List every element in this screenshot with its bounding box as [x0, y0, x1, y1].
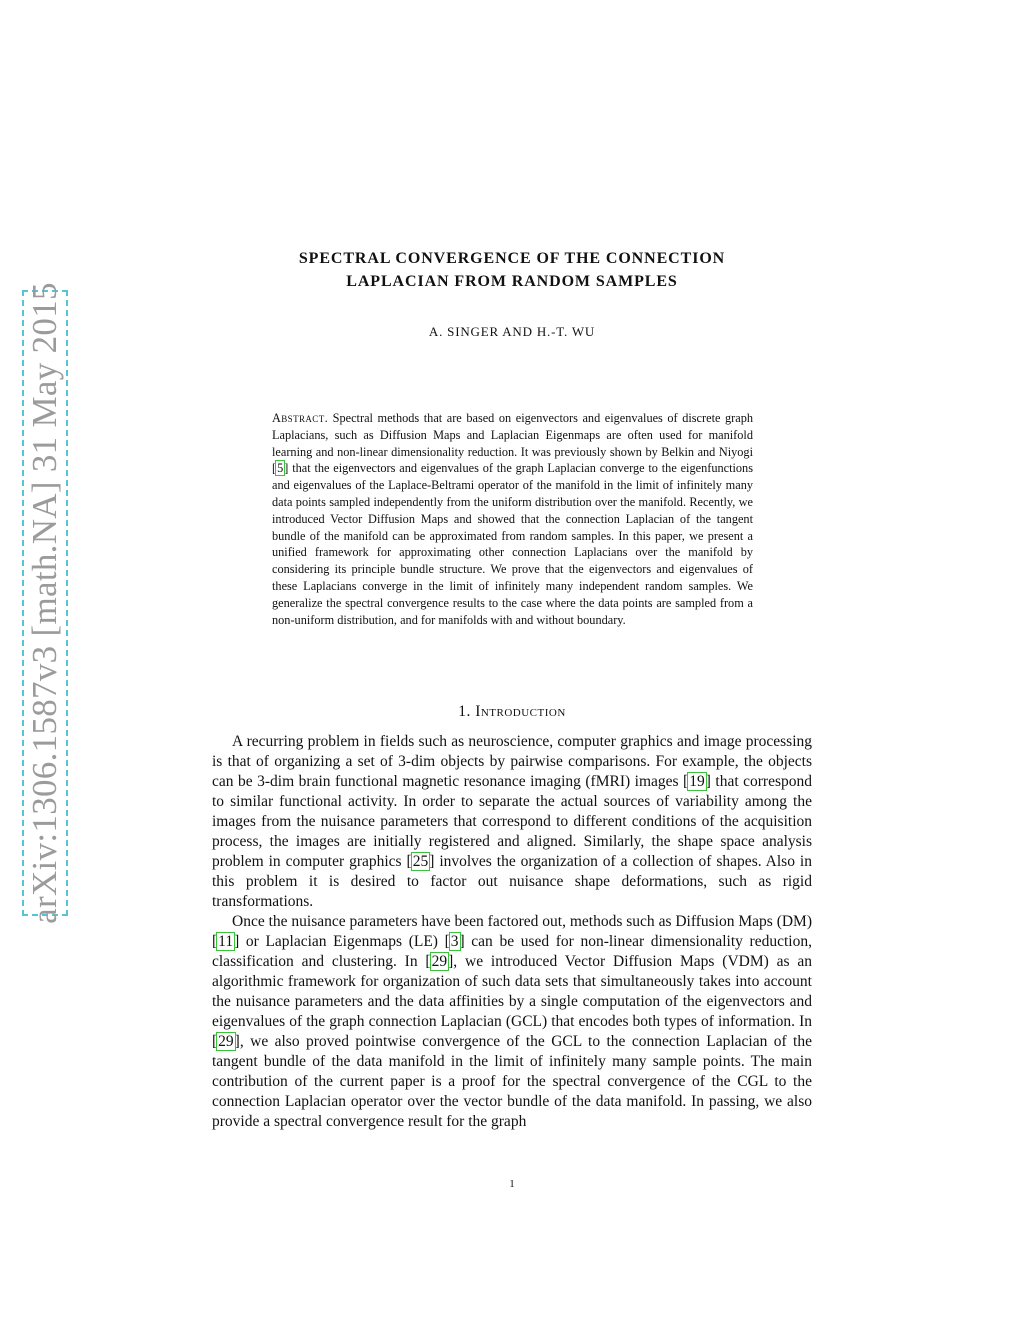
citation-link[interactable]: 5	[277, 461, 284, 476]
page-number: 1	[509, 1178, 515, 1190]
paragraph-2-text-d: , we introduced Vector Diffusion Maps (VDM) as an algorithmic framework for organization of such data sets that simultaneously takes into account the nuisance parameters and the data affinities by a single computation of the eigenvectors and eigenvalues of the graph connection Laplacian (GCL) that encodes both types of information. In	[212, 953, 813, 1030]
citation-link[interactable]: 3	[450, 933, 459, 950]
citation-link[interactable]: 19	[689, 773, 705, 790]
paragraph-2-text-c: can be used for non-linear dimensionality reduction, classification and clustering. In	[212, 933, 812, 970]
paragraph-2-text-e: , we also proved pointwise convergence of the GCL to the connection Laplacian of the tangent bundle of the data manifold in the limit of infinitely many sample points. The main contribution of the current paper is a proof for the spectral convergence of the CGL to the connection Laplacian operator over the vector bundle of the data manifold. In passing, we also provide a spectral convergence result for the graph	[212, 1033, 812, 1130]
paragraph-1-text-c: involves the organization of a collection of shapes. Also in this problem it is desired to factor out nuisance shape deformations, such as rigid transformations.	[212, 853, 812, 910]
title-line-2: LAPLACIAN FROM RANDOM SAMPLES	[346, 273, 678, 290]
body-text	[212, 732, 812, 1132]
title-line-1: SPECTRAL CONVERGENCE OF THE CONNECTION	[298, 250, 726, 267]
paper-title	[212, 247, 812, 293]
citation-link[interactable]: 29	[431, 953, 448, 970]
arxiv-identifier-text: arXiv:1306.1587v3 [math.NA] 31 May 2015	[25, 282, 64, 924]
authors: A. SINGER AND H.-T. WU	[428, 324, 596, 339]
citation-link[interactable]: 25	[412, 853, 429, 870]
paragraph-2-text-b: or Laplacian Eigenmaps (LE)	[245, 933, 438, 950]
paragraph-2-text-a: Once the nuisance parameters have been factored out, methods such as Diffusion Maps (DM)	[232, 913, 812, 930]
arxiv-identifier-stamp[interactable]	[22, 282, 68, 924]
abstract-text-part-b: that the eigenvectors and eigenvalues of the graph Laplacian converge to the eigenfunctions and eigenvalues of the Laplace-Beltrami operator of the manifold in the limit of infinitely many data points sampled independently from the uniform distribution over the manifold. Recently, we introduced Vector Diffusion Maps and showed that the connection Laplacian of the tangent bundle of the manifold can be approximated from random samples. In this paper, we present a unified framework for approximating other connection Laplacians over the manifold by considering its principle bundle structure. We prove that the eigenvectors and eigenvalues of these Laplacians converge in the limit of infinitely many independent random samples. We generalize the spectral convergence results to the case where the data points are sampled from a non-uniform distribution, and for manifolds with and without boundary.	[272, 461, 753, 627]
abstract: Abstract. Spectral methods that are based on eigenvectors and eigenvalues of discrete graph Laplacians, such as Diffusion Maps and Laplacian Eigenmaps are often used for manifold learning and non-linear dimensionality reduction. It was previously shown by Belkin and Niyogi [5] that the eigenvectors and eigenvalues of the graph Laplacian converge to the eigenfunctions and eigenvalues of the Laplace-Beltrami operator of the manifold in the limit of infinitely many data points sampled independently from the uniform distribution over the manifold. Recently, we introduced Vector Diffusion Maps and showed that the connection Laplacian of the tangent bundle of the manifold can be approximated from random samples. In this paper, we present a unified framework for approximating other connection Laplacians over the manifold by considering its principle bundle structure. We prove that the eigenvectors and eigenvalues of these Laplacians converge in the limit of infinitely many independent random samples. We generalize the spectral convergence results to the case where the data points are sampled from a non-uniform distribution, and for manifolds with and without boundary.	[272, 411, 754, 627]
section-number: 1.	[458, 703, 471, 720]
paragraph-1: A recurring problem in fields such as neuroscience, computer graphics and image processing is that of organizing a set of 3-dim objects by pairwise comparisons. For example, the objects can be 3-dim brain functional magnetic resonance imaging (fMRI) images [19] that correspond to similar functional activity. In order to separate the actual sources of variability among the images from the nuisance parameters that correspond to different conditions of the acquisition process, the images are initially registered and aligned. Similarly, the shape space analysis problem in computer graphics [25] involves the organization of a collection of shapes. Also in this problem it is desired to factor out nuisance shape deformations, such as rigid transformations.	[212, 733, 813, 910]
abstract-label: Abstract.	[272, 411, 329, 425]
citation-link[interactable]: 29	[218, 1033, 234, 1050]
citation-link[interactable]: 11	[218, 933, 234, 950]
abstract-text-part-a: Spectral methods that are based on eigenvectors and eigenvalues of discrete graph Laplacians, such as Diffusion Maps and Laplacian Eigenmaps are often used for manifold learning and non-linear dimensionality reduction. It was previously shown by Belkin and Niyogi	[272, 411, 754, 459]
paragraph-1-text-b: that correspond to similar functional activity. In order to separate the actual sources of variability among the images from the nuisance parameters that correspond to different conditions of the acquisition process, the images are initially registered and aligned. Similarly, the shape space analysis problem in computer graphics	[212, 773, 813, 870]
section-title: Introduction	[475, 703, 566, 720]
paragraph-1-text-a: A recurring problem in fields such as neuroscience, computer graphics and image processing is that of organizing a set of 3-dim objects by pairwise comparisons. For example, the objects can be 3-dim brain functional magnetic resonance imaging (fMRI) images	[212, 733, 812, 790]
paragraph-2: Once the nuisance parameters have been factored out, methods such as Diffusion Maps (DM) [11] or Laplacian Eigenmaps (LE) [3] can be used for non-linear dimensionality reduction, classification and clustering. In [29], we introduced Vector Diffusion Maps (VDM) as an algorithmic framework for organization of such data sets that simultaneously takes into account the nuisance parameters and the data affinities by a single computation of the eigenvectors and eigenvalues of the graph connection Laplacian (GCL) that encodes both types of information. In [29], we also proved pointwise convergence of the GCL to the connection Laplacian of the tangent bundle of the data manifold in the limit of infinitely many sample points. The main contribution of the current paper is a proof for the spectral convergence of the CGL to the connection Laplacian operator over the vector bundle of the data manifold. In passing, we also provide a spectral convergence result for the graph	[212, 913, 813, 1130]
section-heading	[212, 703, 812, 721]
